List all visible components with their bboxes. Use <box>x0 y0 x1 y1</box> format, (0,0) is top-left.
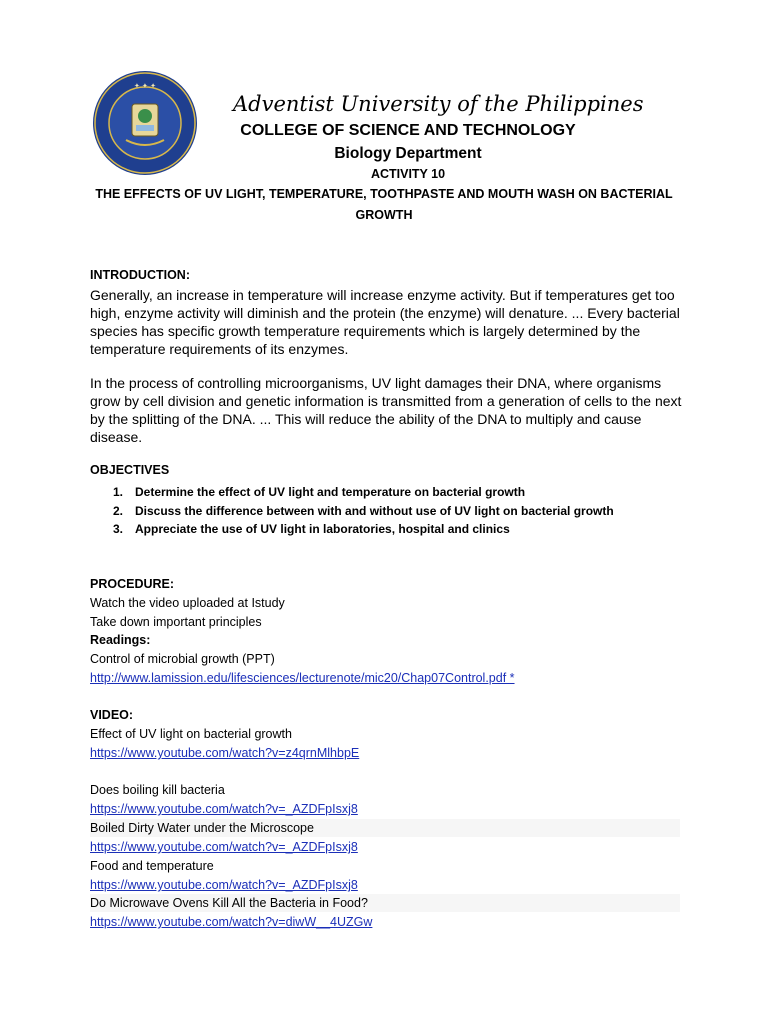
objectives-heading: OBJECTIVES <box>90 463 170 477</box>
video-link[interactable]: https://www.youtube.com/watch?v=diwW__4UZGw <box>90 915 373 929</box>
video-link[interactable]: https://www.youtube.com/watch?v=_AZDFpIsxj8 <box>90 878 358 892</box>
video-link[interactable]: https://www.youtube.com/watch?v=_AZDFpIsxj8 <box>90 840 358 854</box>
video-title: Do Microwave Ovens Kill All the Bacteria in Food? <box>90 894 680 912</box>
objective-item: 1. Determine the effect of UV light and temperature on bacterial growth <box>113 485 526 499</box>
video-link[interactable]: https://www.youtube.com/watch?v=_AZDFpIsxj8 <box>90 802 358 816</box>
introduction-heading: INTRODUCTION: <box>90 268 190 282</box>
procedure-step: Take down important principles <box>90 615 262 629</box>
department-name: Biology Department <box>334 145 482 162</box>
university-name: Adventist University of the Philippines <box>233 92 644 116</box>
video-title: Does boiling kill bacteria <box>90 783 225 797</box>
video-heading: VIDEO: <box>90 708 134 722</box>
procedure-step: Watch the video uploaded at Istudy <box>90 596 285 610</box>
procedure-heading: PROCEDURE: <box>90 577 175 591</box>
readings-heading: Readings: <box>90 633 151 647</box>
activity-title-line1: THE EFFECTS OF UV LIGHT, TEMPERATURE, TOOTHPASTE AND MOUTH WASH ON BACTERIAL <box>95 187 673 201</box>
introduction-paragraph-2: In the process of controlling microorganisms, UV light damages their DNA, where organisms grow by cell division and genetic information is transmitted from a generation of cells to the next by the splitting of the DNA. ... This will reduce the ability of the DNA to multiply and cause disease. <box>90 375 682 445</box>
activity-title-line2: GROWTH <box>355 208 413 222</box>
video-title: Food and temperature <box>90 859 214 873</box>
reading-link[interactable]: http://www.lamission.edu/lifesciences/lecturenote/mic20/Chap07Control.pdf * <box>90 671 515 685</box>
objective-item: 2. Discuss the difference between with and without use of UV light on bacterial growth <box>113 503 614 518</box>
svg-text:✦ ✦ ✦: ✦ ✦ ✦ <box>133 82 157 90</box>
objectives-list <box>113 483 614 539</box>
activity-number: ACTIVITY 10 <box>370 167 446 181</box>
video-title: Boiled Dirty Water under the Microscope <box>90 819 680 837</box>
video-link[interactable]: https://www.youtube.com/watch?v=z4qrnMlhbpE <box>90 746 360 760</box>
college-name: COLLEGE OF SCIENCE AND TECHNOLOGY <box>240 122 576 139</box>
reading-title: Control of microbial growth (PPT) <box>90 652 275 666</box>
introduction-paragraph-1: Generally, an increase in temperature will increase enzyme activity. But if temperatures get too high, enzyme activity will diminish and the protein (the enzyme) will denature. ... Every bacterial species has specific growth temperature requirements which is largely determined by the temperature requirements of its enzymes. <box>90 287 680 357</box>
objective-item: 3. Appreciate the use of UV light in laboratories, hospital and clinics <box>113 522 510 536</box>
video-title: Effect of UV light on bacterial growth <box>90 727 292 741</box>
